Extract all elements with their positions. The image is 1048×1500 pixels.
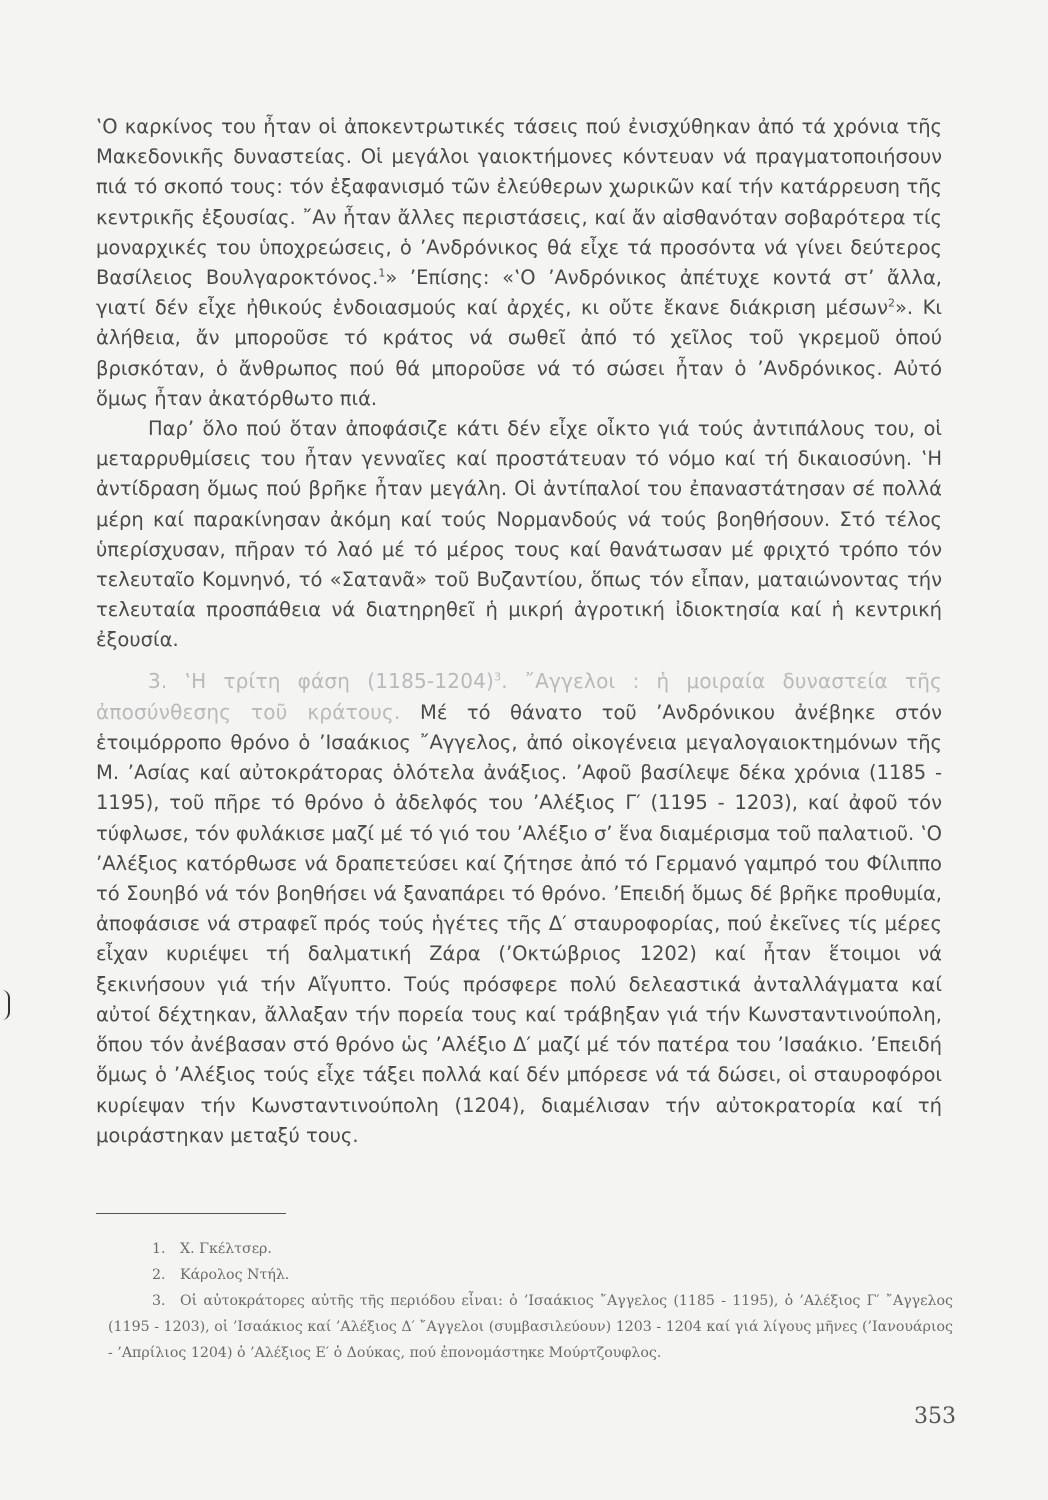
footnote-number: 2. bbox=[152, 1267, 166, 1283]
section-heading-subtitle: . ῎Αγγελοι : ἡ μοιραία δυναστεία τῆς ἀποσύνθεσης τοῦ κράτους. bbox=[96, 668, 943, 724]
footnote-3 bbox=[108, 1288, 953, 1366]
page-body bbox=[96, 112, 942, 1151]
page-number: 353 bbox=[914, 1404, 956, 1429]
paragraph-1 bbox=[96, 112, 942, 414]
paragraph-1-text-b: » ’Επίσης: «‛Ο ’Ανδρόνικος ἀπέτυχε κοντά στ’ ἄλλα, γιατί δέν εἶχε ἠθικούς ἐνδοιασμούς καί ἀρχές, κι οὔτε ἔκανε διάκριση μέσων bbox=[96, 266, 942, 320]
section-heading-text: 3. ‛Η τρίτη φάση (1185-1204) bbox=[148, 668, 495, 693]
footnote-ref-1: 1 bbox=[378, 266, 386, 280]
footnote-1 bbox=[108, 1236, 953, 1262]
footnote-ref-2: 2 bbox=[887, 296, 895, 310]
footnote-text: Χ. Γκέλτσερ. bbox=[180, 1241, 272, 1257]
paragraph-1-text-c: ». Κι ἀλήθεια, ἄν μποροῦσε τό κράτος νά σωθεῖ ἀπό τό χεῖλος τοῦ γκρεμοῦ ὁπού βρισκόταν, ὁ ἄνθρωπος πού θά μποροῦσε νά τό σώσει ἦταν ὁ ’Ανδρόνικος. Αὐτό ὅμως ἦταν ἀκατόρθωτο πιά. bbox=[96, 296, 942, 410]
footnote-text: Οἱ αὐτοκράτορες αὐτῆς τῆς περιόδου εἶναι: ὁ ’Ισαάκιος ῎Αγγελος (1185 - 1195), ὁ ’Αλέξιος Γ′ ῎Αγγελος (1195 - 1203), οἱ ’Ισαάκιος καί ’Αλέξιος Δ′ ῎Αγγελοι (συμβασιλεύουν) 1203 - 1204 καί γιά λίγους μῆνες (’Ιανουάριος - ’Απρίλιος 1204) ὁ ’Αλέξιος Ε′ ὁ Δούκας, πού ἐπονομάστηκε Μούρτζουφλος. bbox=[108, 1293, 953, 1361]
footnote-number: 1. bbox=[152, 1241, 166, 1257]
paragraph-2: Παρ’ ὅλο πού ὅταν ἀποφάσιζε κάτι δέν εἶχε οἶκτο γιά τούς ἀντιπάλους του, οἱ μεταρρυθμίσεις του ἦταν γενναῖες καί προστάτευαν τό νόμο καί τή δικαιοσύνη. ‛Η ἀντίδραση ὅμως πού βρῆκε ἦταν μεγάλη. Οἱ ἀντίπαλοί του ἐπαναστάτησαν σέ πολλά μέρη καί παρακίνησαν ἀκόμη καί τούς Νορμανδούς νά τούς βοηθήσουν. Στό τέλος ὑπερίσχυσαν, πῆραν τό λαό μέ τό μέρος τους καί θανάτωσαν μέ φριχτό τρόπο τόν τελευταῖο Κομνηνό, τό «Σατανᾶ» τοῦ Βυζαντίου, ὅπως τόν εἶπαν, ματαιώνοντας τήν τελευταία προσπάθεια νά διατηρηθεῖ ἡ μικρή ἀγροτική ἰδιοκτησία καί ἡ κεντρική ἐξουσία. bbox=[96, 417, 942, 652]
footnotes-divider bbox=[96, 1213, 286, 1214]
paragraph-3 bbox=[96, 666, 942, 1151]
footnote-2 bbox=[108, 1262, 953, 1288]
footnote-ref-3: 3 bbox=[494, 670, 502, 683]
footnotes bbox=[108, 1236, 953, 1366]
footnote-number: 3. bbox=[152, 1293, 166, 1309]
paragraph-1-text: ‛Ο καρκίνος του ἦταν οἱ ἀποκεντρωτικές τάσεις πού ἐνισχύθηκαν ἀπό τά χρόνια τῆς Μακεδονικῆς δυναστείας. Οἱ μεγάλοι γαιοκτήμονες κόντευαν νά πραγματοποιήσουν πιά τό σκοπό τους: τόν ἐξαφανισμό τῶν ἐλεύθερων χωρικῶν καί τήν κατάρρευση τῆς κεντρικῆς ἐξουσίας. ῎Αν ἦταν ἄλλες περιστάσεις, καί ἄν αἰσθανόταν σοβαρότερα τίς μοναρχικές του ὑποχρεώσεις, ὁ ’Ανδρόνικος θά εἶχε τά προσόντα νά γίνει δεύτερος Βασίλειος Βουλγαροκτόνος. bbox=[96, 115, 942, 290]
margin-bracket-mark bbox=[2, 990, 10, 1020]
footnote-text: Κάρολος Ντήλ. bbox=[180, 1267, 290, 1283]
paragraph-3-text: Μέ τό θάνατο τοῦ ’Ανδρόνικου ἀνέβηκε στόν ἑτοιμόρροπο θρόνο ὁ ’Ισαάκιος ῎Αγγελος, ἀπό οἰκογένεια μεγαλογαιοκτημόνων τῆς Μ. ’Ασίας καί αὐτοκράτορας ὁλότελα ἀνάξιος. ’Αφοῦ βασίλεψε δέκα χρόνια (1185 - 1195), τοῦ πῆρε τό θρόνο ὁ ἀδελφός του ’Αλέξιος Γ′ (1195 - 1203), καί ἀφοῦ τόν τύφλωσε, τόν φυλάκισε μαζί μέ τό γιό του ’Αλέξιο σ’ ἕνα διαμέρισμα τοῦ παλατιοῦ. ‛Ο ’Αλέξιος κατόρθωσε νά δραπετεύσει καί ζήτησε ἀπό τό Γερμανό γαμπρό του Φίλιππο τό Σουηβό νά τόν βοηθήσει νά ξαναπάρει τό θρόνο. ’Επειδή ὅμως δέ βρῆκε προθυμία, ἀποφάσισε νά στραφεῖ πρός τούς ἡγέτες τῆς Δ′ σταυροφορίας, πού ἐκεῖνες τίς μέρες εἶχαν κυριέψει τή δαλματική Ζάρα (’Οκτώβριος 1202) καί ἦταν ἕτοιμοι νά ξεκινήσουν γιά τήν Αἴγυπτο. Τούς πρόσφερε πολύ δελεαστικά ἀνταλλάγματα καί αὐτοί δέχτηκαν, ἄλλαξαν τήν πορεία τους καί τράβηξαν γιά τήν Κωνσταντινούπολη, ὅπου τόν ἀνέβασαν στό θρόνο ὡς ’Αλέξιο Δ′ μαζί μέ τόν πατέρα του ’Ισαάκιο. ’Επειδή ὅμως ὁ ’Αλέξιος τούς εἶχε τάξει πολλά καί δέν μπόρεσε νά τά δώσει, οἱ σταυροφόροι κυρίεψαν τήν Κωνσταντινούπολη (1204), διαμέλισαν τήν αὐτοκρατορία καί τή μοιράστηκαν μεταξύ τους. bbox=[96, 700, 942, 1147]
